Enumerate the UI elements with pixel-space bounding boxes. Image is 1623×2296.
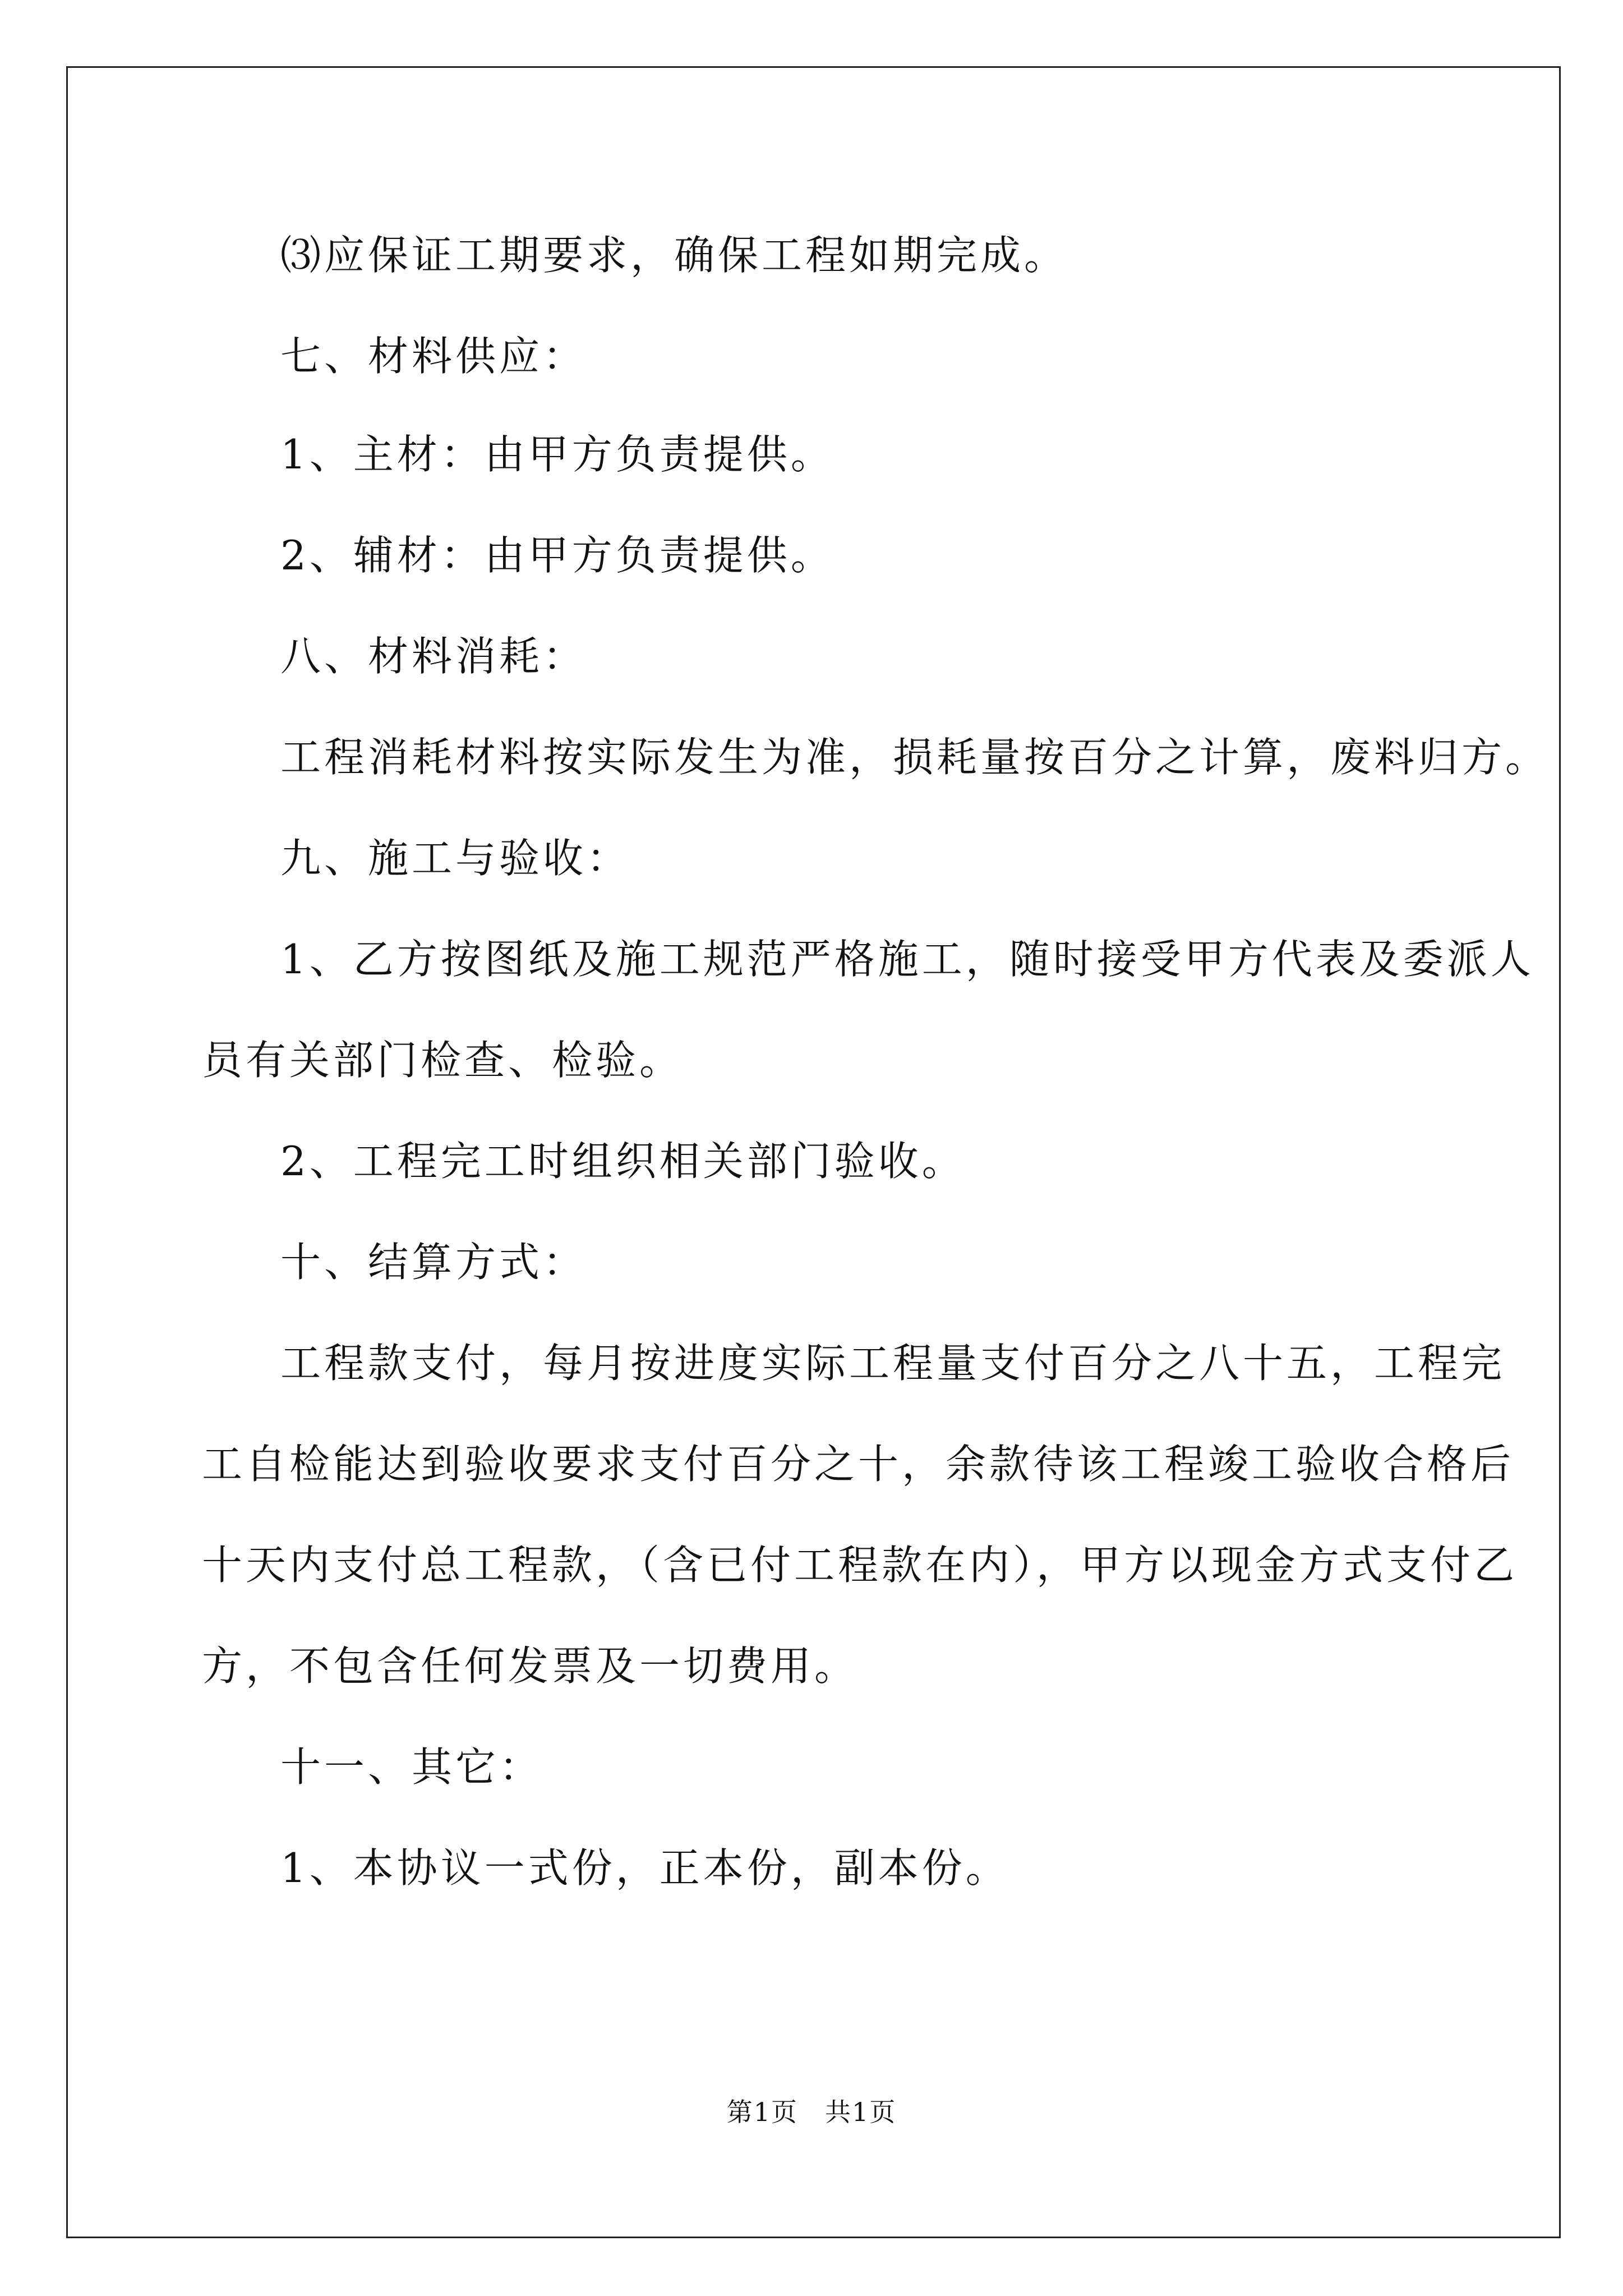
settlement-line-3: 十天内支付总工程款，（含已付工程款在内），甲方以现金方式支付乙	[202, 1542, 1518, 1589]
heading-settlement: 十、结算方式：	[280, 1239, 587, 1286]
supply-main-materials: 1、主材：由甲方负责提供。	[280, 431, 834, 478]
acceptance-item-2: 2、工程完工时组织相关部门验收。	[280, 1138, 966, 1185]
settlement-line-1: 工程款支付，每月按进度实际工程量支付百分之八十五，工程完	[280, 1340, 1506, 1387]
heading-other: 十一、其它：	[280, 1743, 543, 1791]
other-item-1: 1、本协议一式份，正本份，副本份。	[280, 1844, 1009, 1892]
heading-materials-consumption: 八、材料消耗：	[280, 633, 587, 680]
settlement-line-2: 工自检能达到验收要求支付百分之十，余款待该工程竣工验收合格后	[202, 1441, 1515, 1488]
acceptance-item-1-line-2: 员有关部门检查、检验。	[202, 1037, 684, 1084]
settlement-line-4: 方，不包含任何发票及一切费用。	[202, 1642, 859, 1690]
page-number-footer: 第1页 共1页	[726, 2097, 897, 2127]
clause-3-deadline: ⑶应保证工期要求，确保工程如期完成。	[280, 232, 1068, 279]
heading-construction-acceptance: 九、施工与验收：	[280, 835, 631, 882]
acceptance-item-1-line-1: 1、乙方按图纸及施工规范严格施工，随时接受甲方代表及委派人	[280, 936, 1534, 983]
consumption-paragraph: 工程消耗材料按实际发生为准，损耗量按百分之计算，废料归方。	[280, 734, 1550, 781]
supply-auxiliary-materials: 2、辅材：由甲方负责提供。	[280, 532, 834, 579]
heading-materials-supply: 七、材料供应：	[280, 333, 587, 380]
